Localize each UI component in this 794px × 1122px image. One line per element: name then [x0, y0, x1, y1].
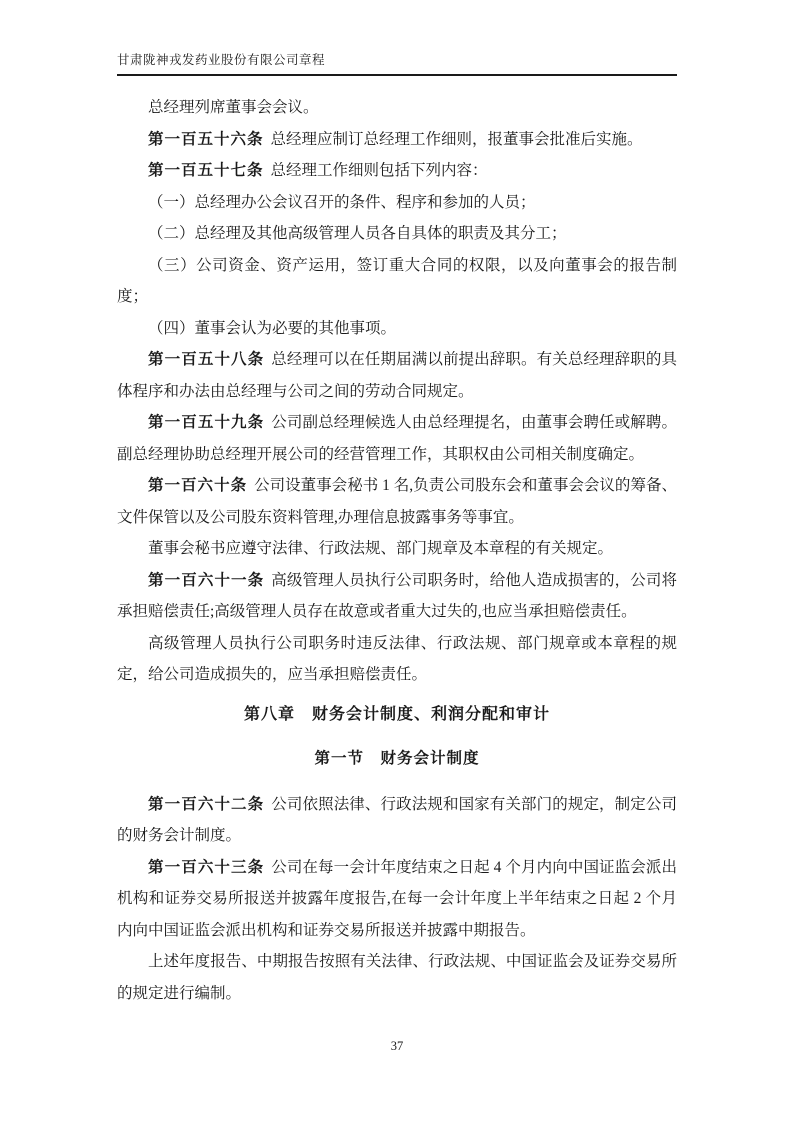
document-body: [117, 92, 677, 1009]
page-footer: [0, 1036, 794, 1056]
paragraph: [117, 155, 677, 187]
article-number: 第一百六十条: [148, 477, 248, 494]
page-header: [117, 50, 677, 76]
list-item: [117, 218, 677, 250]
section-heading: 第一节 财务会计制度: [314, 749, 480, 767]
paragraph: [117, 92, 677, 124]
paragraph-text: 公司依照法律、行政法规和国家有关部门的规定，制定公司的财务会计制度。: [117, 795, 677, 844]
article-number: 第一百五十七条: [148, 162, 264, 179]
paragraph: [117, 789, 677, 852]
paragraph-text: 高级管理人员执行公司职务时违反法律、行政法规、部门规章或本章程的规定，给公司造成损失的，应当承担赔偿责任。: [117, 634, 677, 683]
article-number: 第一百五十八条: [148, 351, 265, 368]
paragraph-text: 总经理应制订总经理工作细则，报董事会批准后实施。: [270, 130, 643, 148]
paragraph: [117, 470, 677, 533]
paragraph-text: 高级管理人员执行公司职务时，给他人造成损害的，公司将承担赔偿责任;高级管理人员存在故意或者重大过失的,也应当承担赔偿责任。: [117, 571, 677, 620]
list-item: [117, 313, 677, 345]
article-number: 第一百五十九条: [148, 414, 265, 431]
paragraph: [117, 852, 677, 947]
article-number: 第一百六十三条: [148, 858, 265, 876]
paragraph-text: 总经理可以在任期届满以前提出辞职。有关总经理辞职的具体程序和办法由总经理与公司之间的劳动合同规定。: [117, 351, 677, 400]
paragraph-text: 公司在每一会计年度结束之日起 4 个月内向中国证监会派出机构和证券交易所报送并披露年度报告,在每一会计年度上半年结束之日起 2 个月内向中国证监会派出机构和证券交易所报送并披露中期报告。: [117, 858, 677, 939]
paragraph-text: 总经理工作细则包括下列内容：: [270, 162, 488, 179]
paragraph-text: 公司设董事会秘书 1 名,负责公司股东会和董事会会议的筹备、文件保管以及公司股东资料管理,办理信息披露事务等事宜。: [117, 477, 677, 526]
paragraph-text: 上述年度报告、中期报告按照有关法律、行政法规、中国证监会及证券交易所的规定进行编制。: [117, 953, 677, 1002]
paragraph: [117, 407, 677, 470]
paragraph: [117, 946, 677, 1009]
paragraph-text: （三）公司资金、资产运用，签订重大合同的权限，以及向董事会的报告制度；: [117, 256, 677, 305]
paragraph-text: （二）总经理及其他高级管理人员各自具体的职责及其分工；: [148, 225, 567, 242]
paragraph: [117, 628, 677, 691]
article-number: 第一百六十一条: [148, 571, 265, 589]
article-number: 第一百六十二条: [148, 795, 265, 813]
paragraph: [117, 533, 677, 565]
paragraph-text: （一）总经理办公会议召开的条件、程序和参加的人员；: [148, 193, 536, 211]
paragraph-text: （四）董事会认为必要的其他事项。: [148, 319, 397, 337]
paragraph: [117, 565, 677, 628]
list-item: [117, 187, 677, 219]
paragraph-text: 公司副总经理候选人由总经理提名，由董事会聘任或解聘。副总经理协助总经理开展公司的经营管理工作，其职权由公司相关制度确定。: [117, 414, 677, 463]
page-number: 37: [390, 1039, 404, 1053]
list-item: [117, 250, 677, 313]
article-number: 第一百五十六条: [148, 130, 264, 148]
paragraph: [117, 124, 677, 156]
header-title: 甘肃陇神戎发药业股份有限公司章程: [117, 53, 326, 67]
chapter-heading: 第八章 财务会计制度、利润分配和审计: [243, 705, 550, 723]
header-rule: [117, 74, 677, 76]
paragraph-text: 董事会秘书应遵守法律、行政法规、部门规章及本章程的有关规定。: [148, 540, 614, 557]
paragraph-text: 总经理列席董事会会议。: [148, 99, 319, 116]
paragraph: [117, 344, 677, 407]
